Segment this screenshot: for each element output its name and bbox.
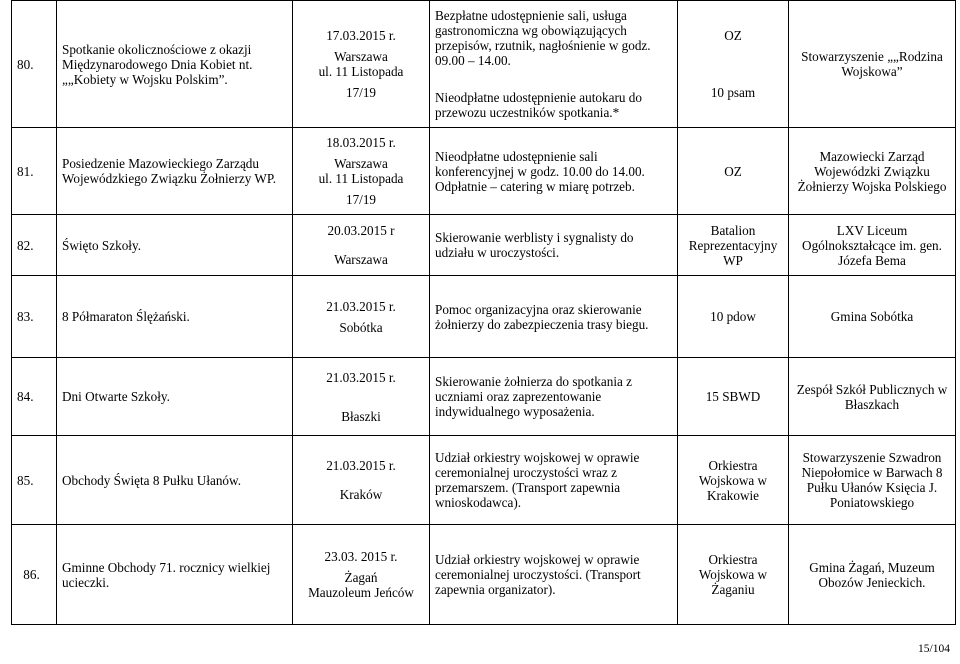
support-description xyxy=(430,128,678,215)
support-description-line: Udział orkiestry wojskowej w oprawie ceremonialnej uroczystości wraz z przemarszem. (Transport zapewnia wnioskodawca). xyxy=(435,450,640,510)
row-number: 85. xyxy=(12,436,57,525)
table-row xyxy=(12,215,956,276)
support-description xyxy=(430,436,678,525)
row-number: 84. xyxy=(12,358,57,436)
row-number: 82. xyxy=(12,215,57,276)
event-date: 21.03.2015 r. xyxy=(326,458,396,473)
event-date: 20.03.2015 r xyxy=(327,223,395,238)
executing-unit xyxy=(678,358,789,436)
table-row xyxy=(12,436,956,525)
partner: Stowarzyszenie Szwadron Niepołomice w Barwach 8 Pułku Ułanów Księcia J. Poniatowskiego xyxy=(789,436,956,525)
event-place-line: Mauzoleum Jeńców xyxy=(308,585,414,600)
event-place-line: Warszawa xyxy=(334,156,388,171)
executing-unit-line: 10 pdow xyxy=(710,309,756,324)
support-description-line: Skierowanie werblisty i sygnalisty do udziału w uroczystości. xyxy=(435,230,634,260)
event-name: 8 Półmaraton Ślężański. xyxy=(57,276,293,358)
executing-unit xyxy=(678,215,789,276)
page-number: 15/104 xyxy=(918,643,950,655)
partner: Zespół Szkół Publicznych w Błaszkach xyxy=(789,358,956,436)
support-description-line: Nieodpłatne udostępnienie autokaru do przewozu uczestników spotkania.* xyxy=(435,90,642,120)
executing-unit-line: Batalion Reprezentacyjny WP xyxy=(688,222,778,268)
executing-unit xyxy=(678,525,789,625)
event-date-place xyxy=(293,1,430,128)
event-date-place xyxy=(293,128,430,215)
event-date-place xyxy=(293,525,430,625)
support-description-line: Skierowanie żołnierza do spotkania z uczniami oraz zaprezentowanie indywidualnego wyposażenia. xyxy=(435,374,633,419)
support-description xyxy=(430,358,678,436)
event-date: 23.03. 2015 r. xyxy=(324,549,398,564)
event-date: 17.03.2015 r. xyxy=(326,28,396,43)
events-table xyxy=(11,0,956,625)
table-row xyxy=(12,276,956,358)
executing-unit xyxy=(678,276,789,358)
event-place-line: Błaszki xyxy=(341,408,381,424)
event-place-line: 17/19 xyxy=(345,85,377,100)
row-number: 86. xyxy=(12,525,57,625)
partner: Mazowiecki Zarząd Wojewódzki Związku Żołnierzy Wojska Polskiego xyxy=(789,128,956,215)
event-date-place xyxy=(293,358,430,436)
partner: Gmina Żagań, Muzeum Obozów Jenieckich. xyxy=(789,525,956,625)
event-name: Dni Otwarte Szkoły. xyxy=(57,358,293,436)
partner: Gmina Sobótka xyxy=(789,276,956,358)
event-date-place xyxy=(293,276,430,358)
support-description xyxy=(430,525,678,625)
row-number: 80. xyxy=(12,1,57,128)
event-date: 21.03.2015 r. xyxy=(326,369,396,385)
event-date: 18.03.2015 r. xyxy=(326,135,396,150)
support-description xyxy=(430,1,678,128)
executing-unit-line: Orkiestra Wojskowa w Żaganiu xyxy=(698,552,768,597)
event-place-line: Warszawa xyxy=(334,49,388,64)
event-place-line: 17/19 xyxy=(345,192,377,207)
support-description xyxy=(430,215,678,276)
event-name: Święto Szkoły. xyxy=(57,215,293,276)
partner: Stowarzyszenie „„Rodzina Wojskowa” xyxy=(789,1,956,128)
row-number: 83. xyxy=(12,276,57,358)
executing-unit-line: OZ xyxy=(724,28,742,43)
row-number: 81. xyxy=(12,128,57,215)
executing-unit-line: 15 SBWD xyxy=(705,389,761,404)
table-row xyxy=(12,525,956,625)
event-place-line: Żagań xyxy=(344,570,378,585)
table-row xyxy=(12,128,956,215)
event-place-line: ul. 11 Listopada xyxy=(318,171,404,186)
executing-unit-line: OZ xyxy=(724,163,742,179)
support-description xyxy=(430,276,678,358)
support-description-line: Pomoc organizacyjna oraz skierowanie żołnierzy do zabezpieczenia trasy biegu. xyxy=(435,301,649,332)
event-date-place xyxy=(293,436,430,525)
support-description-line: Udział orkiestry wojskowej w oprawie ceremonialnej uroczystości. (Transport zapewnia organizator). xyxy=(435,552,641,597)
event-place-line: Warszawa xyxy=(334,252,388,267)
event-name: Spotkanie okolicznościowe z okazji Międzynarodowego Dnia Kobiet nt. „„Kobiety w Wojsku Polskim”. xyxy=(57,1,293,128)
event-date: 21.03.2015 r. xyxy=(326,298,396,314)
event-name: Posiedzenie Mazowieckiego Zarządu Wojewódzkiego Związku Żołnierzy WP. xyxy=(57,128,293,215)
event-name: Gminne Obchody 71. rocznicy wielkiej ucieczki. xyxy=(57,525,293,625)
support-description-line: Bezpłatne udostępnienie sali, usługa gastronomiczna wg obowiązujących przepisów, rzutnik, nagłośnienie w godz. 09.00 – 14.00. xyxy=(435,8,651,68)
executing-unit-line: Orkiestra Wojskowa w Krakowie xyxy=(698,457,768,503)
event-name: Obchody Święta 8 Pułku Ułanów. xyxy=(57,436,293,525)
table-row xyxy=(12,1,956,128)
executing-unit xyxy=(678,128,789,215)
event-place-line: Kraków xyxy=(339,487,383,502)
table-row xyxy=(12,358,956,436)
partner: LXV Liceum Ogólnokształcące im. gen. Józefa Bema xyxy=(789,215,956,276)
support-description-line: Nieodpłatne udostępnienie sali konferencyjnej w godz. 10.00 do 14.00. Odpłatnie – catering w miarę potrzeb. xyxy=(435,148,645,194)
event-place-line: ul. 11 Listopada xyxy=(318,64,404,79)
executing-unit xyxy=(678,436,789,525)
executing-unit-line: 10 psam xyxy=(710,85,756,100)
event-date-place xyxy=(293,215,430,276)
event-place-line: Sobótka xyxy=(339,319,383,335)
executing-unit xyxy=(678,1,789,128)
